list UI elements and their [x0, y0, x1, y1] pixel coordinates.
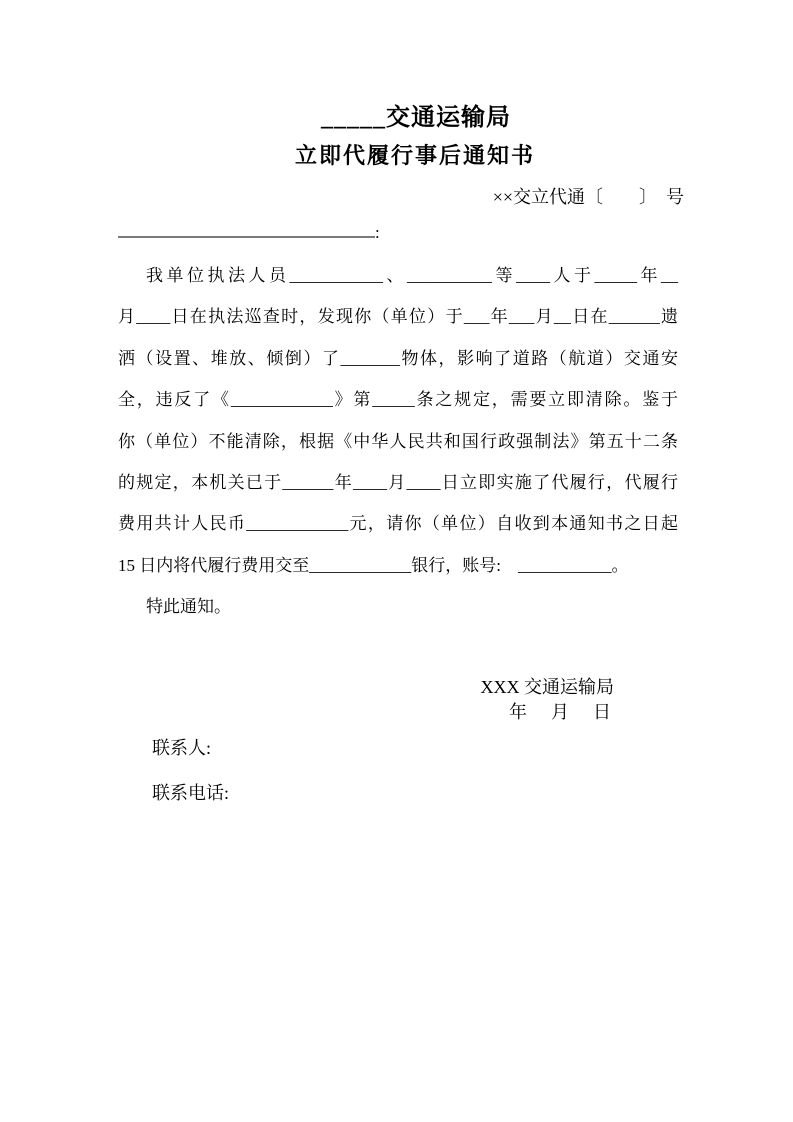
- body-line: 费用共计人民币____________元，请你（单位）自收到本通知书之日起: [118, 514, 678, 534]
- document-title-org: _____交通运输局: [321, 105, 511, 131]
- body-line: 全，违反了《____________》第_____条之规定，需要立即清除。鉴于: [118, 390, 678, 410]
- contact-phone-label: 联系电话:: [152, 783, 230, 803]
- document-number: ××交立代通〔 〕 号: [492, 187, 684, 207]
- addressee-line: [118, 214, 380, 247]
- body-line: 我单位执法人员___________、__________等____人于_____年__: [146, 266, 678, 285]
- body-line: 的规定，本机关已于______年____月____日立即实施了代履行，代履行: [118, 473, 678, 493]
- body-line: 洒（设置、堆放、倾倒）了_______物体，影响了道路（航道）交通安: [118, 348, 678, 368]
- document-title-notice: 立即代履行事后通知书: [294, 143, 535, 168]
- signature-date: 年 月 日: [509, 702, 614, 722]
- body-line: 15 日内将代履行费用交至____________银行，账号: ___________。: [118, 555, 629, 575]
- document-content: [118, 0, 684, 1122]
- body-paragraph: [118, 255, 678, 628]
- addressee-fill-in-blank: [118, 214, 375, 238]
- body-line: 月____日在执法巡查时，发现你（单位）于___年___月__日在______遗: [118, 307, 678, 327]
- contact-person-label: 联系人:: [152, 738, 212, 758]
- notice-closing-line: 特此通知。: [146, 597, 231, 617]
- signature-organization: XXX 交通运输局: [480, 677, 614, 697]
- addressee-colon: :: [375, 223, 380, 242]
- body-line: 你（单位）不能清除，根据《中华人民共和国行政强制法》第五十二条: [118, 431, 678, 451]
